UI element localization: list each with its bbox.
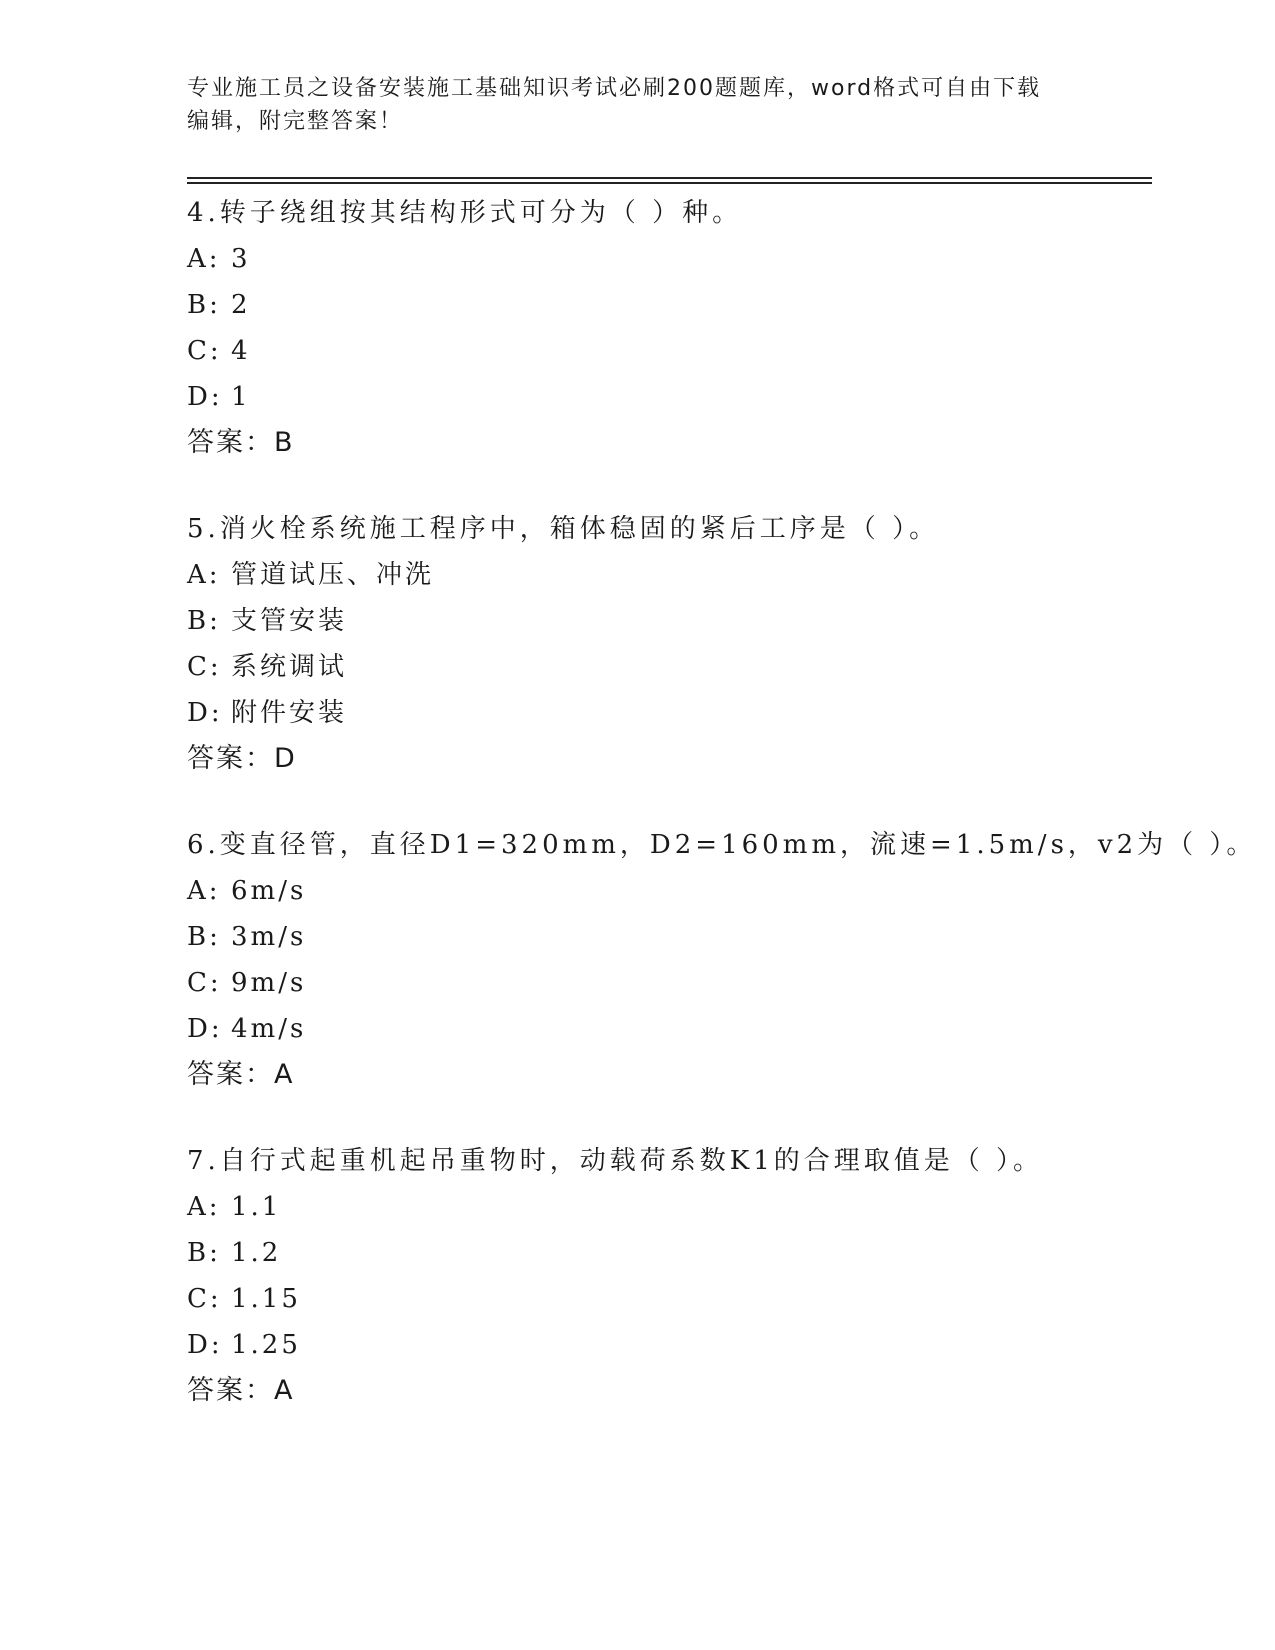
question-text: 6.变直径管，直径D1=320mm，D2=160mm，流速=1.5m/s，v2为（ ）。 <box>187 830 1257 860</box>
answer-label: 答案：A <box>187 1059 295 1090</box>
option-key: B: <box>187 606 221 636</box>
option-b <box>187 914 1152 960</box>
answer-label: 答案：B <box>187 427 295 458</box>
document-header <box>187 72 1087 138</box>
question-list <box>187 190 1257 1414</box>
option-key: D: <box>187 1014 223 1044</box>
option-d <box>187 690 1152 736</box>
header-line-2: 编辑，附完整答案！ <box>187 109 404 134</box>
option-value: 3m/s <box>231 922 307 952</box>
option-a <box>187 236 1152 282</box>
option-b <box>187 598 1152 644</box>
option-a <box>187 1184 1152 1230</box>
option-value: 4 <box>231 336 251 366</box>
option-value: 附件安装 <box>231 698 348 728</box>
option-value: 1 <box>231 382 251 412</box>
answer-label: 答案：A <box>187 1375 295 1406</box>
option-d <box>187 1006 1152 1052</box>
option-value: 1.25 <box>231 1330 301 1360</box>
option-c <box>187 328 1152 374</box>
option-a <box>187 552 1152 598</box>
option-key: D: <box>187 1330 223 1360</box>
option-c <box>187 1276 1152 1322</box>
question-text: 7.自行式起重机起吊重物时，动载荷系数K1的合理取值是（ ）。 <box>187 1146 1044 1176</box>
option-c <box>187 644 1152 690</box>
header-line-1: 专业施工员之设备安装施工基础知识考试必刷200题题库，word格式可自由下载 <box>187 76 1042 101</box>
option-value: 3 <box>231 244 251 274</box>
option-c <box>187 960 1152 1006</box>
option-b <box>187 1230 1152 1276</box>
question-4 <box>187 190 1152 466</box>
option-value: 9m/s <box>231 968 307 998</box>
option-key: A: <box>187 876 221 906</box>
question-text: 5.消火栓系统施工程序中，箱体稳固的紧后工序是（ ）。 <box>187 514 940 544</box>
option-key: D: <box>187 382 223 412</box>
question-7 <box>187 1138 1152 1414</box>
header-divider-top <box>187 177 1152 179</box>
option-a <box>187 868 1152 914</box>
question-5 <box>187 506 1152 782</box>
option-key: A: <box>187 560 221 590</box>
option-key: C: <box>187 336 222 366</box>
option-key: C: <box>187 652 222 682</box>
question-6 <box>187 822 1257 1098</box>
option-key: D: <box>187 698 223 728</box>
option-key: B: <box>187 290 221 320</box>
option-value: 4m/s <box>231 1014 307 1044</box>
option-value: 1.1 <box>231 1192 282 1222</box>
option-key: B: <box>187 922 221 952</box>
option-value: 支管安装 <box>231 606 348 636</box>
answer-label: 答案：D <box>187 743 297 774</box>
option-key: C: <box>187 1284 222 1314</box>
header-divider-bottom <box>187 182 1152 184</box>
option-value: 系统调试 <box>231 652 348 682</box>
question-text: 4.转子绕组按其结构形式可分为（ ）种。 <box>187 198 743 228</box>
option-b <box>187 282 1152 328</box>
option-value: 1.15 <box>231 1284 301 1314</box>
option-value: 1.2 <box>231 1238 282 1268</box>
option-key: B: <box>187 1238 221 1268</box>
option-key: C: <box>187 968 222 998</box>
option-key: A: <box>187 244 221 274</box>
option-value: 6m/s <box>231 876 307 906</box>
option-value: 2 <box>231 290 251 320</box>
option-key: A: <box>187 1192 221 1222</box>
option-value: 管道试压、冲洗 <box>231 560 435 590</box>
option-d <box>187 1322 1152 1368</box>
option-d <box>187 374 1152 420</box>
